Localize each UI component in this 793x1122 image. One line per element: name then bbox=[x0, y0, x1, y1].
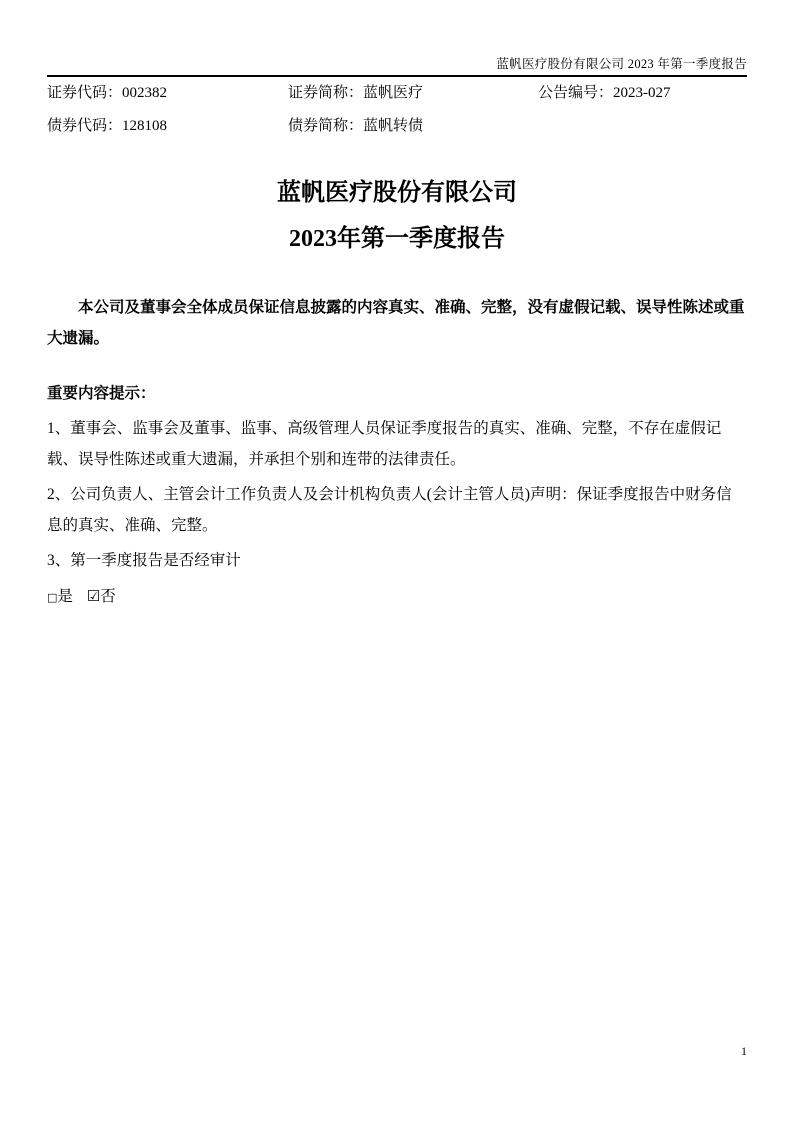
bond-abbr-label: 债券简称： bbox=[288, 118, 364, 134]
announcement-no-value: 2023-027 bbox=[613, 85, 671, 101]
important-notice-heading: 重要内容提示： bbox=[47, 385, 156, 402]
audit-option-no-label: 否 bbox=[100, 588, 116, 605]
stock-code-label: 证券代码： bbox=[47, 85, 123, 101]
notice-item-3: 3、第一季度报告是否经审计 bbox=[47, 552, 241, 569]
bond-abbr-value: 蓝帆转债 bbox=[363, 118, 424, 134]
header-rule bbox=[47, 75, 747, 77]
bond-code-value: 128108 bbox=[122, 118, 168, 134]
security-info-grid bbox=[47, 83, 747, 136]
audit-option-yes[interactable] bbox=[47, 588, 73, 605]
bond-abbr-field bbox=[288, 116, 538, 136]
page-number: 1 bbox=[741, 1044, 747, 1058]
stock-abbr-value: 蓝帆医疗 bbox=[363, 85, 424, 101]
report-title: 2023年第一季度报告 bbox=[289, 226, 505, 252]
bond-code-label: 债券代码： bbox=[47, 118, 123, 134]
stock-code-value: 002382 bbox=[122, 85, 168, 101]
checkbox-checked-icon[interactable]: ☑ bbox=[86, 587, 101, 605]
audit-option-no[interactable] bbox=[87, 588, 116, 605]
stock-abbr-field bbox=[288, 83, 538, 103]
bond-code-field bbox=[47, 116, 288, 136]
stock-code-field bbox=[47, 83, 288, 103]
notice-item-1: 1、董事会、监事会及董事、监事、高级管理人员保证季度报告的真实、准确、完整，不存在虚假记载、误导性陈述或重大遗漏，并承担个别和连带的法律责任。 bbox=[47, 420, 722, 468]
announcement-no-label: 公告编号： bbox=[538, 85, 614, 101]
running-header-title: 蓝帆医疗股份有限公司 2023 年第一季度报告 bbox=[496, 57, 747, 71]
notice-item-2: 2、公司负责人、主管会计工作负责人及会计机构负责人(会计主管人员)声明：保证季度报告中财务信息的真实、准确、完整。 bbox=[47, 486, 732, 534]
company-title: 蓝帆医疗股份有限公司 bbox=[277, 180, 517, 206]
checkbox-unchecked-icon[interactable]: □ bbox=[47, 591, 58, 604]
audit-options-line bbox=[47, 581, 747, 613]
stock-abbr-label: 证券简称： bbox=[288, 85, 364, 101]
announcement-no-field bbox=[538, 83, 747, 103]
board-declaration-paragraph: 本公司及董事会全体成员保证信息披露的内容真实、准确、完整，没有虚假记载、误导性陈述或重大遗漏。 bbox=[47, 299, 745, 347]
audit-option-yes-label: 是 bbox=[57, 588, 73, 605]
